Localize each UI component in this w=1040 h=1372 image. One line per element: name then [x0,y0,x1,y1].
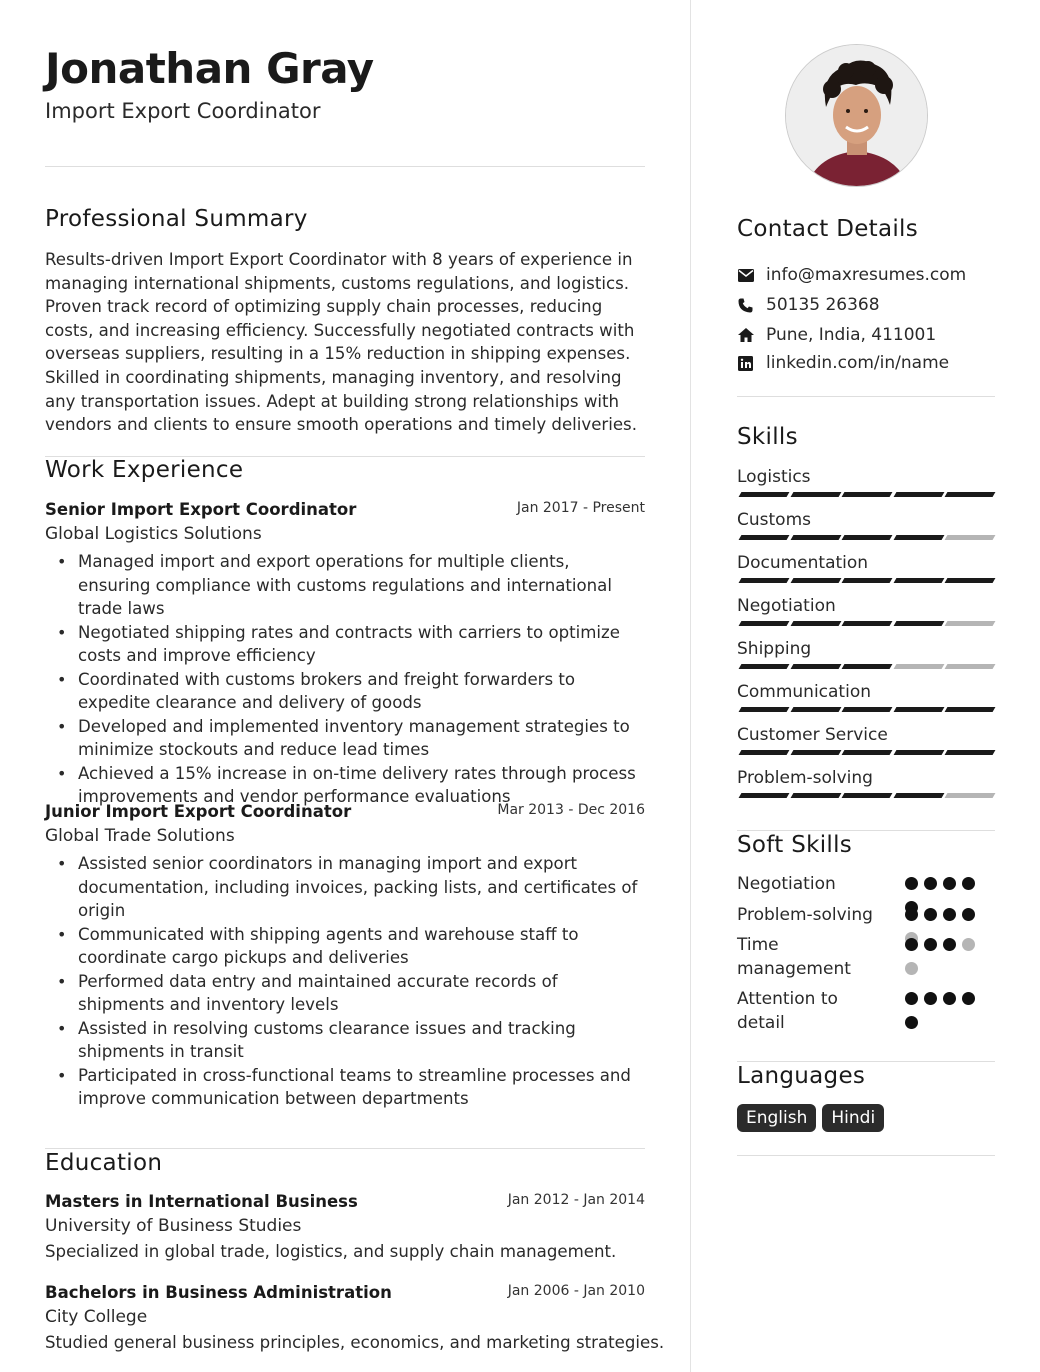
job-bullet: • Participated in cross-functional teams to streamline processes and improve communication between departments [45,1064,645,1111]
home-icon [737,327,754,344]
rating-dot [943,938,956,951]
email-text: info@maxresumes.com [766,265,967,285]
job-entry [45,500,645,809]
linkedin-text: linkedin.com/in/name [766,353,950,373]
rating-dot [962,992,975,1005]
soft-skill-name: Attention to detail [737,989,838,1033]
job-entry [45,802,645,1111]
job-bullet: • Communicated with shipping agents and warehouse staff to coordinate cargo pickups and deliveries [45,923,645,970]
envelope-icon [737,267,754,284]
header-divider [45,166,645,167]
rating-dot [962,877,975,890]
skill-level-segment [790,750,841,755]
candidate-name: Jonathan Gray [45,44,374,93]
job-bullets [45,852,645,1111]
skill-level-segment [842,621,893,626]
skill-level-segment [739,621,790,626]
skill-level-segment [893,664,944,669]
soft-skill-item [737,872,995,896]
skill-name: Problem-solving [737,768,873,788]
skill-level-segment [790,492,841,497]
soft-skills-divider [737,1061,995,1062]
degree-description: Specialized in global trade, logistics, and supply chain management. [45,1242,617,1261]
experience-title: Work Experience [45,457,244,483]
skill-level-segment [739,664,790,669]
skill-level-segment [842,793,893,798]
skill-name: Negotiation [737,596,836,616]
rating-dot [905,877,918,890]
skill-item [737,768,995,788]
skills-divider [737,830,995,831]
skills-title: Skills [737,424,798,450]
skill-item [737,725,995,745]
skill-name: Customer Service [737,725,888,745]
skill-level-segment [790,707,841,712]
degree-description: Studied general business principles, economics, and marketing strategies. [45,1333,665,1352]
skill-level-bar [737,621,995,627]
skill-level-segment [842,664,893,669]
linkedin-icon [737,355,754,372]
education-entry [45,1283,665,1352]
skill-level-segment [842,535,893,540]
languages-list [737,1104,884,1132]
skill-level-segment [842,707,893,712]
phone-icon [737,297,754,314]
skill-level-segment [893,707,944,712]
skill-level-segment [790,664,841,669]
candidate-role: Import Export Coordinator [45,99,321,123]
skill-level-bar [737,707,995,713]
rating-dot [905,908,918,921]
degree-date: Jan 2012 - Jan 2014 [507,1192,645,1208]
job-date: Mar 2013 - Dec 2016 [497,802,645,818]
skill-level-segment [790,535,841,540]
skill-level-bar [737,664,995,670]
summary-text: Results-driven Import Export Coordinator with 8 years of experience in managing international shipments, customs regulations, and logistics. Proven track record of optimizing supply chain processes, reducing costs, and increasing efficiency. Successfully negotiated contracts with overseas suppliers, resulting in a 15% reduction in shipping expenses. Skilled in coordinating shipments, managing inventory, and resolving any transportation issues. Adept at building strong relationships with vendors and clients to ensure smooth operations and timely deliveries. [45,250,637,435]
rating-dot [962,938,975,951]
languages-divider [737,1155,995,1156]
skill-item [737,596,995,616]
address-text: Pune, India, 411001 [766,325,937,345]
skill-level-segment [739,535,790,540]
skill-item [737,553,995,573]
language-tag: Hindi [822,1104,884,1132]
degree-title: Masters in International Business [45,1192,358,1211]
rating-dot [924,992,937,1005]
phone-text: 50135 26368 [766,295,880,315]
skill-level-segment [945,707,996,712]
soft-skills-title: Soft Skills [737,832,853,858]
skill-level-segment [945,664,996,669]
rating-dot [905,962,918,975]
job-bullet: • Performed data entry and maintained accurate records of shipments and inventory levels [45,970,645,1017]
rating-dot [943,992,956,1005]
skill-level-segment [790,793,841,798]
skill-level-segment [893,750,944,755]
school-name: City College [45,1307,148,1327]
job-bullet: • Developed and implemented inventory management strategies to minimize stockouts and reduce lead times [45,715,645,762]
rating-dot [905,992,918,1005]
contact-linkedin[interactable] [737,352,949,374]
soft-skill-item [737,933,995,981]
job-bullet: • Achieved a 15% increase in on-time delivery rates through process improvements and vendor performance evaluations [45,762,645,809]
job-bullet: • Assisted in resolving customs clearance issues and tracking shipments in transit [45,1017,645,1064]
job-date: Jan 2017 - Present [516,500,645,516]
education-entry [45,1192,645,1261]
job-bullets [45,550,645,809]
skill-level-segment [790,578,841,583]
column-divider [690,0,691,1372]
skill-level-segment [945,750,996,755]
rating-dot [905,938,918,951]
skill-level-segment [842,492,893,497]
skill-level-segment [893,793,944,798]
skill-level-segment [945,793,996,798]
rating-dot [924,938,937,951]
contact-phone[interactable] [737,294,880,316]
rating-dot [943,908,956,921]
rating-dot [924,908,937,921]
job-title: Junior Import Export Coordinator [45,802,352,821]
skill-level-segment [842,578,893,583]
avatar [785,44,928,187]
skill-level-segment [790,621,841,626]
soft-skill-item [737,987,995,1035]
skill-level-bar [737,793,995,799]
contact-divider [737,396,995,397]
skill-level-segment [945,578,996,583]
skill-name: Shipping [737,639,812,659]
skill-name: Logistics [737,467,811,487]
avatar-portrait [786,45,928,187]
contact-email[interactable] [737,264,966,286]
job-bullet: • Assisted senior coordinators in managing import and export documentation, including invoices, packing lists, and certificates of origin [45,852,645,923]
contact-address [737,324,936,346]
rating-dot [943,877,956,890]
skill-level-segment [739,492,790,497]
job-company: Global Logistics Solutions [45,524,262,544]
skill-level-segment [739,707,790,712]
rating-dot [905,1016,918,1029]
soft-skill-name: Time management [737,935,851,979]
school-name: University of Business Studies [45,1216,302,1236]
languages-title: Languages [737,1063,866,1089]
degree-title: Bachelors in Business Administration [45,1283,392,1302]
skill-item [737,639,995,659]
skill-level-segment [945,535,996,540]
job-bullet: • Coordinated with customs brokers and freight forwarders to expedite clearance and delivery of goods [45,668,645,715]
skill-item [737,682,995,702]
skill-item [737,510,995,530]
rating-dot [962,908,975,921]
skill-level-segment [739,793,790,798]
job-bullet: • Negotiated shipping rates and contracts with carriers to optimize costs and improve efficiency [45,621,645,668]
skill-item [737,467,995,487]
language-tag: English [737,1104,816,1132]
skill-level-bar [737,750,995,756]
soft-skill-name: Problem-solving [737,905,873,925]
skill-level-segment [945,621,996,626]
contact-title: Contact Details [737,216,919,242]
skill-name: Communication [737,682,871,702]
job-title: Senior Import Export Coordinator [45,500,357,519]
skill-level-segment [893,578,944,583]
skill-level-segment [842,750,893,755]
job-bullet: • Managed import and export operations for multiple clients, ensuring compliance with customs regulations and international trade laws [45,550,645,621]
degree-date: Jan 2006 - Jan 2010 [507,1283,645,1299]
skill-level-segment [945,492,996,497]
skill-level-bar [737,535,995,541]
skill-name: Documentation [737,553,869,573]
soft-skill-name: Negotiation [737,874,836,894]
soft-skill-item [737,903,995,927]
skill-level-bar [737,578,995,584]
skill-level-segment [739,578,790,583]
summary-title: Professional Summary [45,206,308,232]
skill-level-segment [893,492,944,497]
education-title: Education [45,1150,163,1176]
skill-level-segment [893,621,944,626]
skill-name: Customs [737,510,811,530]
skill-level-segment [893,535,944,540]
skill-level-bar [737,492,995,498]
job-company: Global Trade Solutions [45,826,235,846]
skill-level-segment [739,750,790,755]
rating-dot [924,877,937,890]
experience-divider [45,1148,645,1149]
